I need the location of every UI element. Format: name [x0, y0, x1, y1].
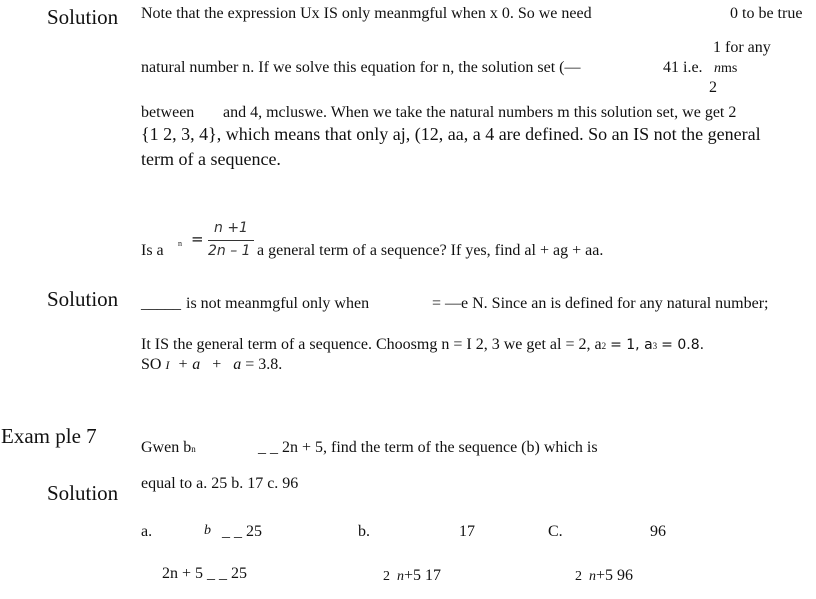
part-c-value: 96 — [650, 523, 666, 540]
question-fraction — [206, 220, 254, 260]
text-line: It IS the general term of a sequence. Choosmg n = I 2, 3 we get al = 2, a2 = 1, a3 = 0.8. — [141, 336, 705, 353]
text-line: = —e N. Since an is defined for any natural number; — [432, 295, 769, 312]
text-line: 0 to be true — [730, 5, 803, 22]
part-c-label: C. — [548, 523, 563, 540]
text-line: Gwen bn — [141, 439, 196, 456]
part-b-equation: 2 n+5 17 — [383, 567, 442, 584]
part-b-value: 17 — [459, 523, 475, 540]
blank-line: _____ — [141, 295, 181, 312]
text-line: 1 for any — [713, 39, 771, 56]
text-line: term of a sequence. — [141, 149, 281, 169]
text-line: natural number n. If we solve this equation for n, the solution set (— — [141, 59, 581, 76]
part-a-value: _ _ 25 — [222, 523, 262, 540]
fraction-denominator: 2 — [709, 79, 717, 96]
text-line: between — [141, 104, 195, 121]
question-subscript: n — [178, 239, 182, 248]
text-line: 41 i.e. — [663, 59, 703, 76]
text-line: _ _ 2n + 5, find the term of the sequence (b) which is — [258, 439, 598, 456]
equals-sign: = — [191, 230, 204, 248]
part-c-equation: 2 n+5 96 — [575, 567, 634, 584]
part-b-label: b. — [358, 523, 370, 540]
text-line: Note that the expression Ux IS only meanmgful when x 0. So we need — [141, 5, 592, 22]
solution-heading-3: Solution — [47, 481, 119, 505]
text-line: SO I + a + a = 3.8. — [141, 356, 283, 373]
question-prefix: Is a — [141, 242, 164, 259]
text-fragment: nms — [714, 61, 738, 76]
part-a-variable: b — [204, 523, 211, 538]
fraction-bar — [208, 240, 254, 241]
fraction-denominator: 2n – 1 — [208, 243, 251, 259]
example-heading: Exam ple 7 — [1, 424, 97, 448]
question-text: a general term of a sequence? If yes, find al + ag + aa. — [257, 242, 604, 259]
text-line: {1 2, 3, 4}, which means that only aj, (12, aa, a 4 are defined. So an IS not the general — [141, 124, 761, 144]
fraction-numerator: n +1 — [214, 220, 248, 236]
text-line: and 4, mcluswe. When we take the natural numbers m this solution set, we get 2 — [223, 104, 737, 121]
text-line: equal to a. 25 b. 17 c. 96 — [141, 475, 299, 492]
solution-heading-2: Solution — [47, 287, 119, 311]
part-a-label: a. — [141, 523, 153, 540]
text-line: is not meanmgful only when — [186, 295, 370, 312]
solution-heading-1: Solution — [47, 5, 119, 29]
part-a-equation: 2n + 5 _ _ 25 — [162, 565, 248, 582]
